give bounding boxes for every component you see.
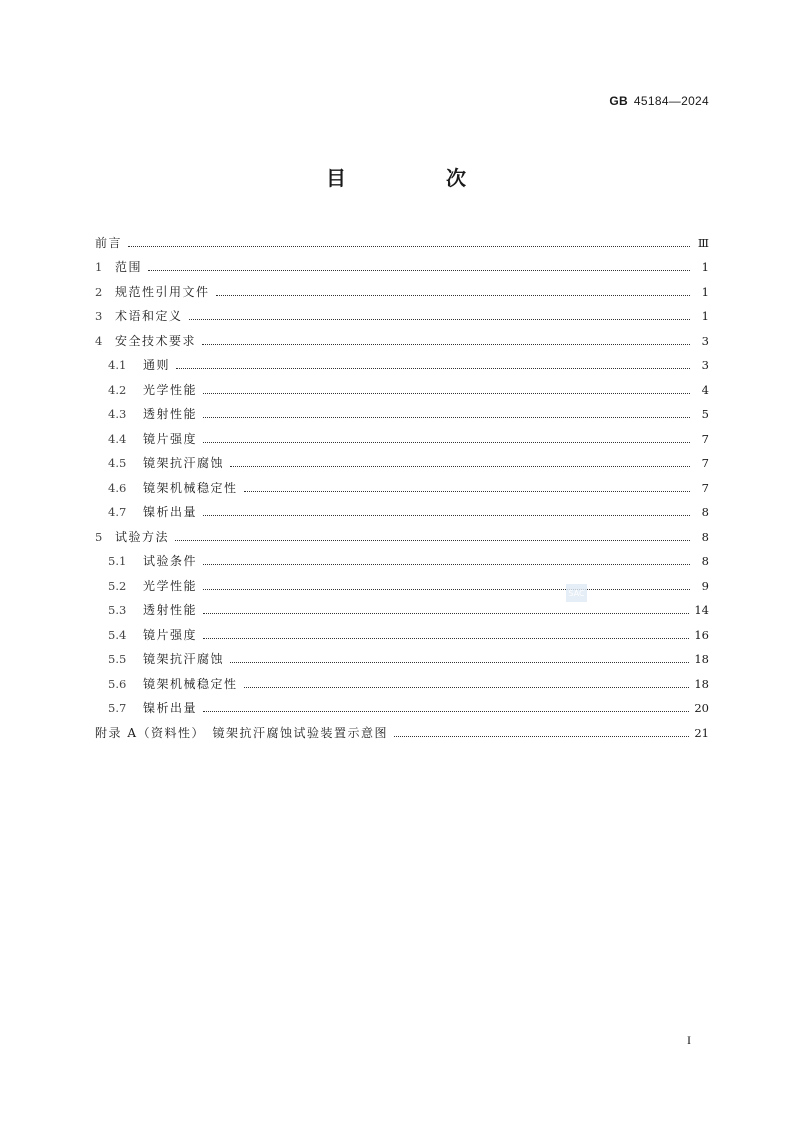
toc-entry[interactable] [95,568,709,593]
toc-leader-dots [128,245,690,247]
toc-section-number: 2 [95,284,103,299]
toc-page-number: 8 [701,529,709,544]
toc-leader-dots [394,735,689,737]
toc-section-number: 4 [95,333,103,348]
standard-code: 45184—2024 [633,94,709,108]
toc-entry[interactable] [95,225,709,250]
toc-leader-dots [176,367,690,369]
toc-section-number: 5.6 [108,676,127,691]
toc-entry[interactable] [95,299,709,324]
toc-entry-label: 光学性能 [143,382,198,397]
toc-entry[interactable] [95,421,709,446]
toc-entry[interactable] [95,715,709,740]
toc-entry[interactable] [95,617,709,642]
toc-section-number: 4.6 [108,480,127,495]
toc-entry[interactable] [95,519,709,544]
toc-page-number: 3 [701,358,709,372]
standard-prefix: GB [609,94,628,108]
toc-leader-dots [244,686,690,688]
toc-leader-dots [175,539,690,541]
toc-entry-label: 镜架抗汗腐蚀 [143,456,225,470]
toc-leader-dots [189,318,690,320]
toc-entry-label: 通则 [143,358,171,372]
toc-entry[interactable] [95,323,709,348]
toc-entry[interactable] [95,250,709,275]
page-folio: I [687,1033,691,1047]
toc-leader-dots [230,661,689,663]
toc-entry[interactable] [95,593,709,618]
toc-section-number: 5 [95,529,103,544]
toc-entry[interactable] [95,348,709,373]
toc-section-number: 5.5 [108,652,127,666]
toc-leader-dots [216,294,690,296]
toc-page-number: 9 [701,578,709,593]
toc-entry-label: 透射性能 [143,603,198,617]
toc-entry[interactable] [95,544,709,569]
toc-entry-label: 镜片强度 [143,627,198,642]
toc-entry-label: 术语和定义 [115,309,183,323]
toc-entry-label: 镜架机械稳定性 [143,676,238,691]
toc-leader-dots [244,490,690,492]
toc-leader-dots [148,269,690,271]
toc-page-number: 1 [701,284,709,299]
toc-entry[interactable] [95,274,709,299]
toc-page-number: 16 [694,627,709,642]
toc-entry-label: 安全技术要求 [115,333,197,348]
toc-entry[interactable] [95,642,709,667]
toc-leader-dots [230,465,690,467]
toc-section-number: 4.3 [108,407,127,421]
toc-page-number: 8 [701,505,709,519]
watermark-logo [566,584,587,602]
toc-page-number: 1 [701,309,709,323]
toc-entry[interactable] [95,666,709,691]
toc-section-number: 4.2 [108,382,127,397]
toc-leader-dots [203,392,690,394]
toc-page-number: 14 [694,603,709,617]
toc-entry-label: 镍析出量 [143,505,198,519]
toc-page-number: 20 [694,701,709,715]
toc-entry[interactable] [95,372,709,397]
toc-page-number: 18 [694,652,709,666]
toc-page-number: 5 [701,407,709,421]
standard-number [609,94,709,108]
page-title: 目 次 [326,166,506,190]
toc-section-number: 4.4 [108,431,127,446]
watermark-text: SAC [568,588,585,598]
toc-entry[interactable] [95,446,709,471]
toc-leader-dots [203,612,689,614]
toc-entry-label: 镜片强度 [143,431,198,446]
toc-leader-dots [203,416,690,418]
toc-entry-label: 镍析出量 [143,701,198,715]
toc-entry[interactable] [95,397,709,422]
toc-leader-dots [203,514,690,516]
toc-leader-dots [203,588,690,590]
toc-entry-label: 附录 A（资料性） 镜架抗汗腐蚀试验装置示意图 [95,725,388,740]
toc-entry-label: 范围 [115,260,143,274]
toc-section-number: 3 [95,309,103,323]
toc-entry-label: 规范性引用文件 [115,284,210,299]
toc-section-number: 5.1 [108,554,127,568]
toc-entry-label: 镜架机械稳定性 [143,480,238,495]
toc-page-number: 21 [694,725,709,740]
toc-page-number: 7 [701,456,709,470]
toc-entry[interactable] [95,495,709,520]
toc-entry-label: 镜架抗汗腐蚀 [143,652,225,666]
toc-entry-label: 前言 [95,235,123,250]
table-of-contents [95,225,709,740]
toc-entry[interactable] [95,470,709,495]
toc-leader-dots [202,343,690,345]
toc-section-number: 4.7 [108,505,127,519]
toc-entry-label: 试验方法 [115,529,170,544]
toc-section-number: 4.5 [108,456,127,470]
toc-leader-dots [203,710,689,712]
toc-entry-label: 试验条件 [143,554,198,568]
toc-page-number: 4 [701,382,709,397]
toc-section-number: 4.1 [108,358,127,372]
toc-section-number: 5.3 [108,603,127,617]
toc-page-number: 3 [701,333,709,348]
toc-leader-dots [203,563,690,565]
toc-page-number: 18 [694,676,709,691]
toc-entry[interactable] [95,691,709,716]
toc-page-number: 8 [701,554,709,568]
toc-entry-label: 透射性能 [143,407,198,421]
toc-section-number: 5.7 [108,701,127,715]
toc-section-number: 5.4 [108,627,127,642]
toc-page-number: 7 [701,480,709,495]
toc-section-number: 5.2 [108,578,127,593]
toc-page-number: 7 [701,431,709,446]
toc-section-number: 1 [95,260,103,274]
toc-page-number: 1 [701,260,709,274]
toc-leader-dots [203,441,690,443]
toc-entry-label: 光学性能 [143,578,198,593]
toc-leader-dots [203,637,689,639]
toc-page-number: Ⅲ [697,235,709,250]
